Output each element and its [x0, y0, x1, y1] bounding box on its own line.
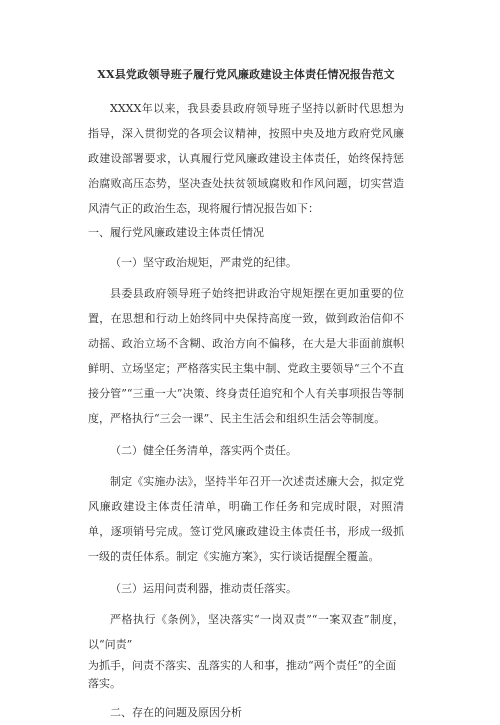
- subsection-2-heading: （二）健全任务清单，落实两个责任。: [110, 444, 297, 457]
- intro-paragraph: XXXX年以来，我县委县政府领导班子坚持以新时代思想为指导，深入贯彻党的各项会议精神，按照中央及地方政府党风廉政建设部署要求，认真履行党风廉政建设主体责任，始终保持惩治腐败高压态势，坚决查处扶贫领域腐败和作风问题，切实营造风清气正的政治生态，现将履行情况报告如下：: [88, 102, 404, 215]
- subsection-2-body: 制定《实施办法》，坚持半年召开一次述责述廉大会，拟定党风廉政建设主体责任清单，明确工作任务和完成时限，对照清单，逐项销号完成。签订党风廉政建设主体责任书，形成一级抓一级的责任体系。制定《实施方案》，实行谈话提醒全覆盖。: [88, 475, 404, 563]
- section-2-heading: 二、存在的问题及原因分析: [110, 706, 242, 719]
- subsection-3-heading: （三）运用问责利器，推动责任落实。: [110, 582, 297, 595]
- document-title: XX县党政领导班子履行党风廉政建设主体责任情况报告范文: [97, 68, 395, 81]
- subsection-3-body-line-3: 落实。: [88, 677, 121, 690]
- section-1-heading: 一、履行党风廉政建设主体责任情况: [88, 226, 264, 239]
- subsection-1-body: 县委县政府领导班子始终把讲政治守规矩摆在更加重要的位置，在思想和行动上始终同中央保持高度一致，做到政治信仰不动摇、政治立场不含糊、政治方向不偏移，在大是大非面前旗帜鲜明、立场坚定；严格落实民主集中制、党政主要领导“三个不直接分管”“三重一大”决策、终身责任追究和个人有关事项报告等制度，严格执行“三会一课”、民主生活会和组织生活会等制度。: [88, 287, 404, 425]
- subsection-1-heading: （一）坚守政治规矩，严肃党的纪律。: [110, 256, 297, 269]
- subsection-3-body-line-2: 为抓手，问责不落实、乱落实的人和事，推动“两个责任”的全面: [88, 659, 397, 672]
- subsection-3-body-line-1: 严格执行《条例》，坚决落实“一岗双责”“一案双查”制度，以“问责”: [88, 613, 404, 651]
